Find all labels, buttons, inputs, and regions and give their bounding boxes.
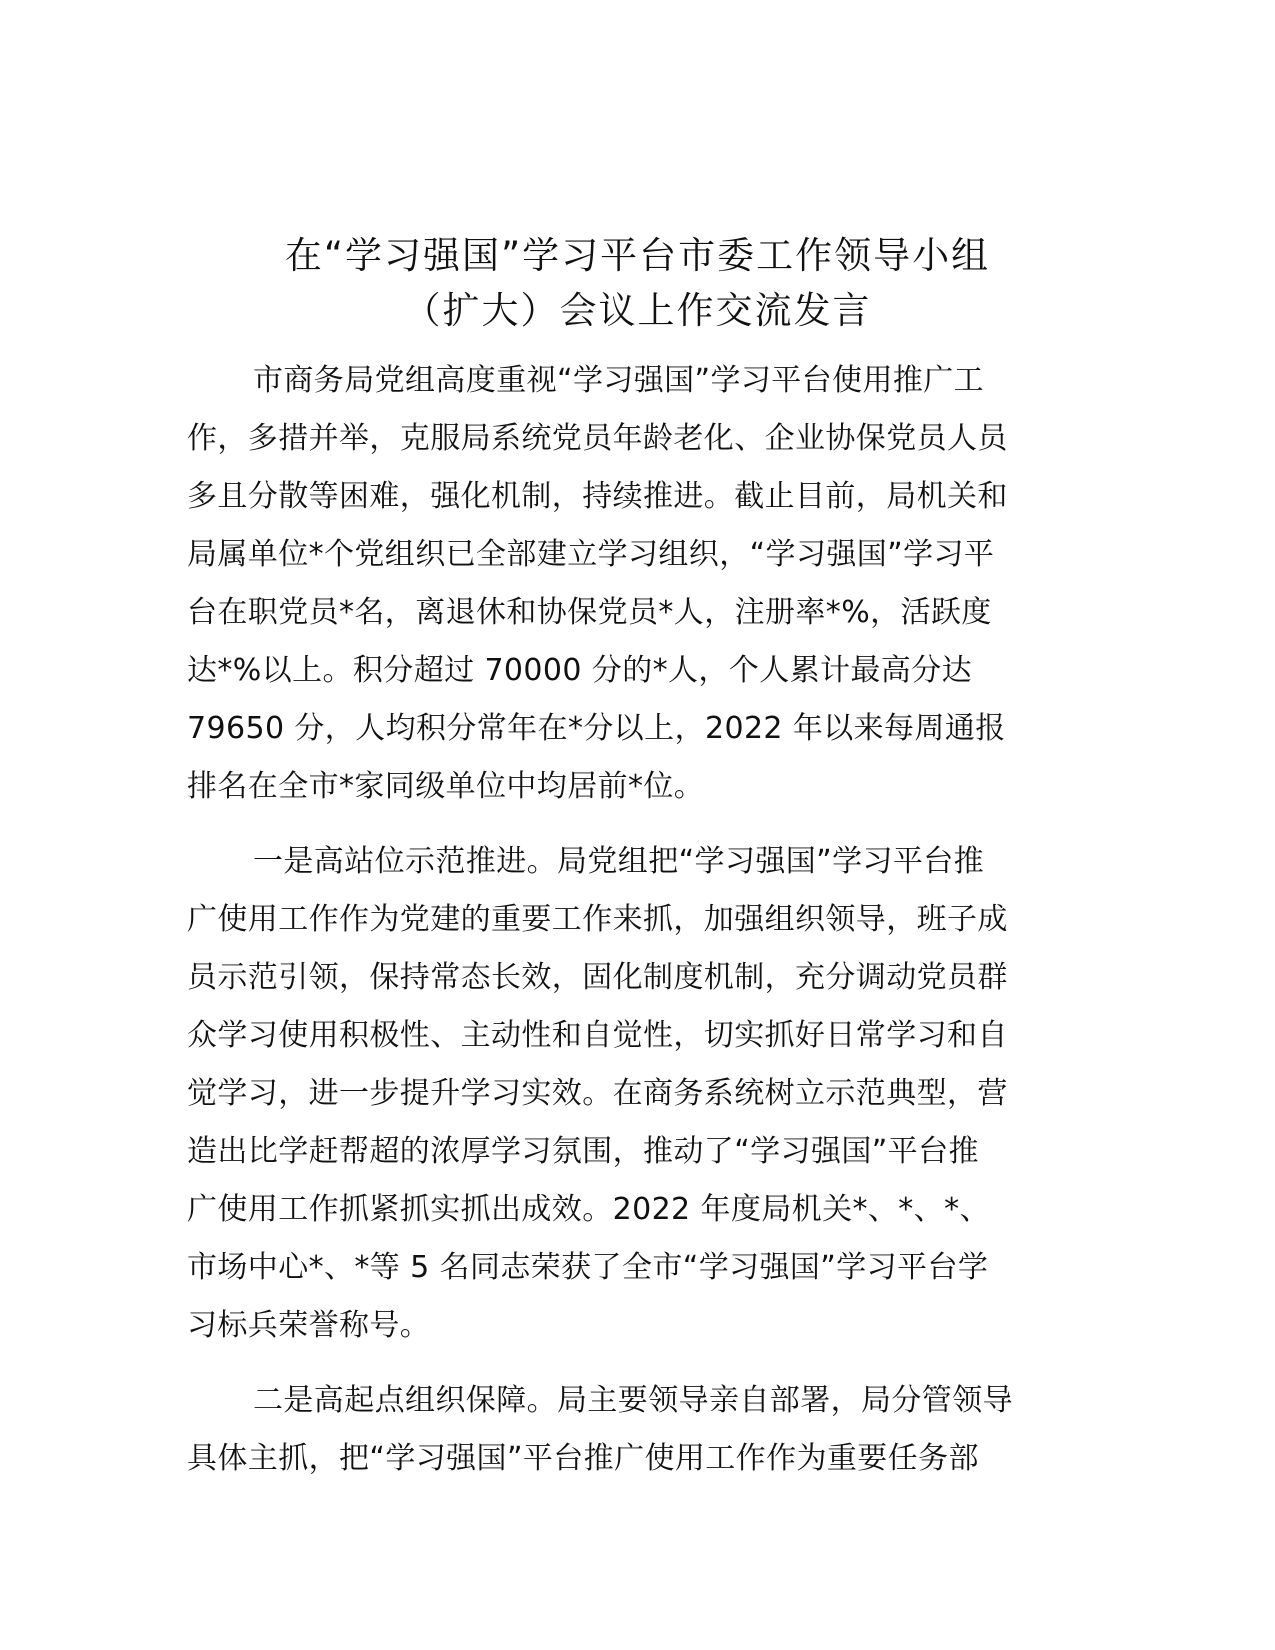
paragraph-line: 排名在全市*家同级单位中均居前*位。 [187, 769, 705, 804]
paragraph-line: 达*%以上。积分超过 70000 分的*人，个人累计最高分达 [187, 653, 973, 688]
paragraph-line: 广使用工作作为党建的重要工作来抓，加强组织领导，班子成 [187, 902, 1008, 937]
title-line-1: 在“学习强国”学习平台市委工作领导小组 [284, 234, 991, 277]
paragraph-point-two [187, 1372, 1087, 1488]
paragraph-line: 广使用工作抓紧抓实抓出成效。2022 年度局机关*、*、*、 [187, 1192, 990, 1227]
paragraph-line: 台在职党员*名，离退休和协保党员*人，注册率*%，活跃度 [187, 595, 992, 630]
paragraph-line: 造出比学赶帮超的浓厚学习氛围，推动了“学习强国”平台推 [187, 1134, 979, 1169]
paragraph-line: 一是高站位示范推进。局党组把“学习强国”学习平台推 [253, 844, 985, 879]
document-body [187, 352, 1087, 1505]
paragraph-line: 作，多措并举，克服局系统党员年龄老化、企业协保党员人员 [187, 421, 1008, 456]
paragraph-line: 市商务局党组高度重视“学习强国”学习平台使用推广工 [253, 363, 985, 398]
document-title [150, 228, 1125, 338]
paragraph-intro [187, 352, 1087, 816]
paragraph-line: 多且分散等困难，强化机制，持续推进。截止目前，局机关和 [187, 479, 1008, 514]
paragraph-line: 众学习使用积极性、主动性和自觉性，切实抓好日常学习和自 [187, 1018, 1008, 1053]
paragraph-line: 觉学习，进一步提升学习实效。在商务系统树立示范典型，营 [187, 1076, 1008, 1111]
paragraph-line: 员示范引领，保持常态长效，固化制度机制，充分调动党员群 [187, 960, 1008, 995]
paragraph-line: 习标兵荣誉称号。 [187, 1308, 431, 1343]
paragraph-line: 二是高起点组织保障。局主要领导亲自部署，局分管领导 [253, 1383, 1013, 1418]
paragraph-point-one [187, 833, 1087, 1355]
paragraph-line: 79650 分，人均积分常年在*分以上，2022 年以来每周通报 [187, 711, 1006, 746]
paragraph-line: 市场中心*、*等 5 名同志荣获了全市“学习强国”学习平台学 [187, 1250, 989, 1285]
paragraph-line: 局属单位*个党组织已全部建立学习组织，“学习强国”学习平 [187, 537, 995, 572]
title-line-2: （扩大）会议上作交流发言 [403, 289, 872, 332]
paragraph-line: 具体主抓，把“学习强国”平台推广使用工作作为重要任务部 [187, 1441, 979, 1476]
